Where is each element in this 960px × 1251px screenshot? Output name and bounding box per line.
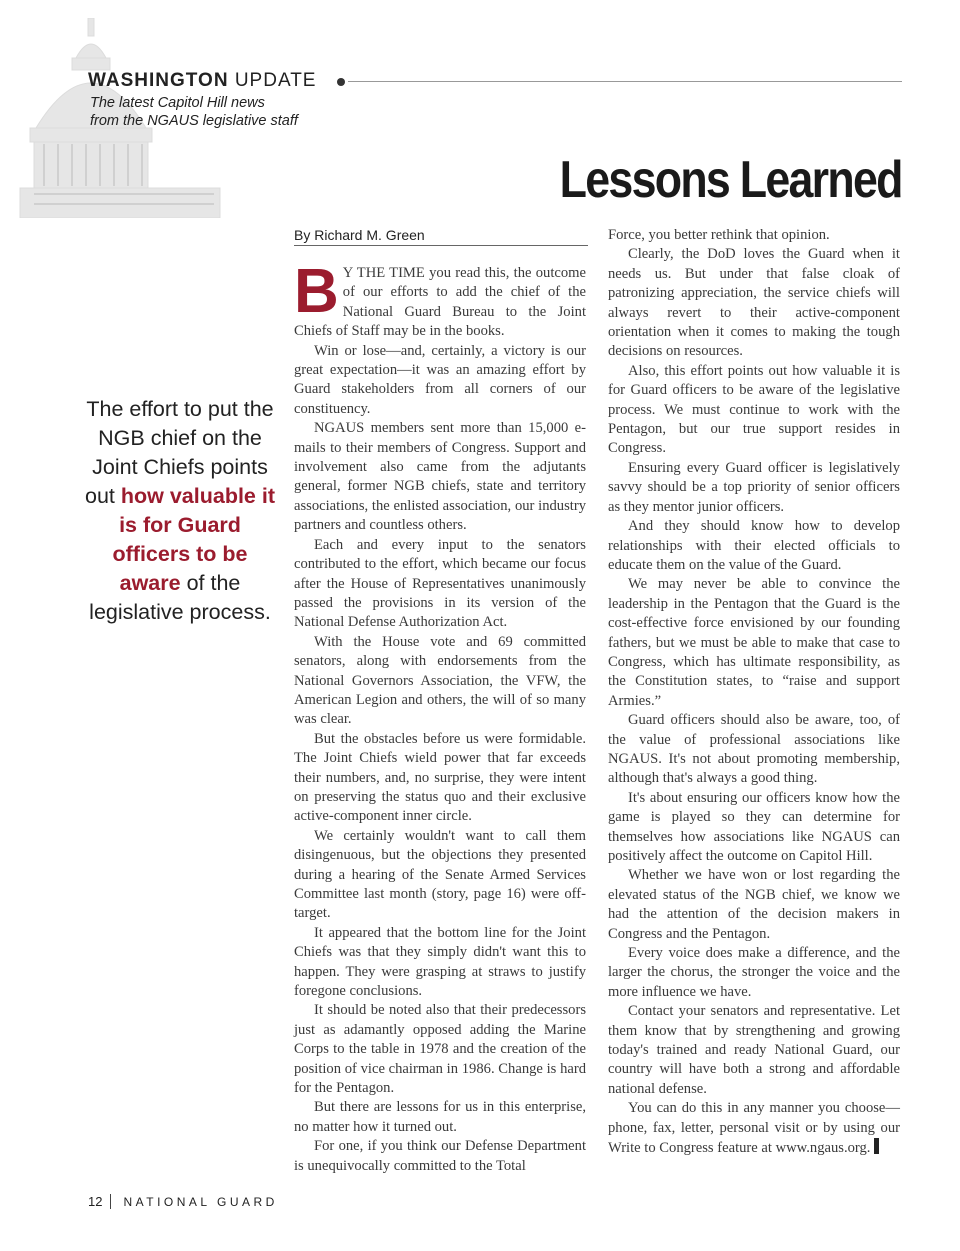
pull-quote-pre: The effort to put the NGB chief on the Joint Chiefs points out <box>85 397 274 508</box>
paragraph: Clearly, the DoD loves the Guard when it needs us. But under that false cloak of patronizing appreciation, the service chiefs will always revert to their active-component orientation when it comes to making the tough decisions on resources. <box>608 246 900 360</box>
paragraph: But there are lessons for us in this enterprise, no matter how it turned out. <box>294 1099 586 1135</box>
section-title-bold: WASHINGTON <box>88 70 229 91</box>
paragraph: It appeared that the bottom line for the Joint Chiefs was that they simply didn't want this to happen. They were grasping at straws to justify foregone conclusions. <box>294 924 586 1000</box>
paragraph: Also, this effort points out how valuable it is for Guard officers to be aware of the legislative process. We must continue to work with the Pentagon, but our true support resides in Congress. <box>608 362 900 457</box>
paragraph: But the obstacles before us were formidable. The Joint Chiefs wield power that far exceeds their numbers, and, no surprise, they were intent on preserving the status quo and their exclusive active-component inner circle. <box>294 730 586 825</box>
paragraph: We certainly wouldn't want to call them disingenuous, but the objections they presented during a hearing of the Senate Armed Services Committee last month (story, page 16) were off-target. <box>294 827 586 922</box>
page-number: 12 <box>88 1194 111 1209</box>
paragraph: It should be noted also that their predecessors just as adamantly opposed adding the Marine Corps to the table in 1978 and the creation of the position of vice chairman in 1986. Change is hard for the Pentagon. <box>294 1002 586 1097</box>
section-title-rest: UPDATE <box>228 70 317 91</box>
paragraph: B Y THE TIME you read this, the outcome of our efforts to add the chief of the National Guard Bureau to the Joint Chiefs of Staff may be in the books. <box>294 257 586 340</box>
paragraph: For one, if you think our Defense Department is unequivocally committed to the Total <box>294 1138 586 1174</box>
paragraph: You can do this in any manner you choose—phone, fax, letter, personal visit or by using our Write to Congress feature at www.ngaus.org. <box>608 1100 900 1157</box>
paragraph: With the House vote and 69 committed senators, along with endorsements from the National Governors Association, the VFW, the American Legion and others, the will of so many was clear. <box>294 633 586 728</box>
paragraph: Every voice does make a difference, and the larger the chorus, the stronger the voice and the more influence we have. <box>608 945 900 1000</box>
section-subtitle: The latest Capitol Hill news from the NGAUS legislative staff <box>90 95 298 129</box>
header-bullet <box>337 78 345 86</box>
pull-quote <box>84 395 276 627</box>
paragraph: NGAUS members sent more than 15,000 e-mails to their members of Congress. Support and involvement also came from the adjutants general, former NGB chiefs, state and territory associations, the enlisted association, our industry partners and countless others. <box>294 420 586 534</box>
header-rule <box>348 81 902 82</box>
body-column-2 <box>608 226 900 1159</box>
paragraph: And they should know how to develop relationships with their elected officials to educate them on the value of the Guard. <box>608 518 900 573</box>
paragraph: It's about ensuring our officers know how the game is played so they can determine for themselves how associations like NGAUS can positively affect the outcome on Capitol Hill. <box>608 789 900 864</box>
end-mark-icon <box>874 1138 879 1154</box>
body-column-1 <box>294 257 586 1176</box>
section-header <box>88 70 316 92</box>
paragraph: Ensuring every Guard officer is legislatively savvy should be a top priority of senior officers as they mentor junior officers. <box>608 459 900 515</box>
article-title: Lessons Learned <box>559 151 902 209</box>
pull-quote-highlight: how valuable it is for Guard officers to be aware <box>112 484 275 595</box>
paragraph: Guard officers should also be aware, too, of the value of professional associations like NGAUS. It's not about promoting membership, although that's always a good thing. <box>608 712 900 787</box>
paragraph: Each and every input to the senators contributed to the effort, which became our focus after the House of Representatives unanimously passed the provisions in its version of the National Defense Authorization Act. <box>294 536 586 631</box>
page-footer <box>88 1194 278 1209</box>
paragraph: Win or lose—and, certainly, a victory is our great expectation—it was an amazing effort by Guard stakeholders from all corners of our constituency. <box>294 342 586 417</box>
paragraph: Contact your senators and representative. Let them know that by strengthening and growing today's trained and ready National Guard, our country will have both a strong and affordable national defense. <box>608 1003 900 1097</box>
byline: By Richard M. Green <box>294 227 588 246</box>
drop-cap: B <box>294 257 339 326</box>
magazine-name: NATIONAL GUARD <box>123 1195 278 1209</box>
paragraph: Force, you better rethink that opinion. <box>608 227 830 243</box>
paragraph: We may never be able to convince the leadership in the Pentagon that the Guard is the cost-effective force envisioned by our founding fathers, but we must be able to make that case to Congress, which has ultimate responsibility, as the Constitution states, to “raise and support Armies.” <box>608 576 900 709</box>
paragraph: Whether we have won or lost regarding the elevated status of the NGB chief, we know we had the attention of the decision makers in Congress and the Pentagon. <box>608 867 900 942</box>
pull-quote-post: of the legislative process. <box>89 571 271 624</box>
